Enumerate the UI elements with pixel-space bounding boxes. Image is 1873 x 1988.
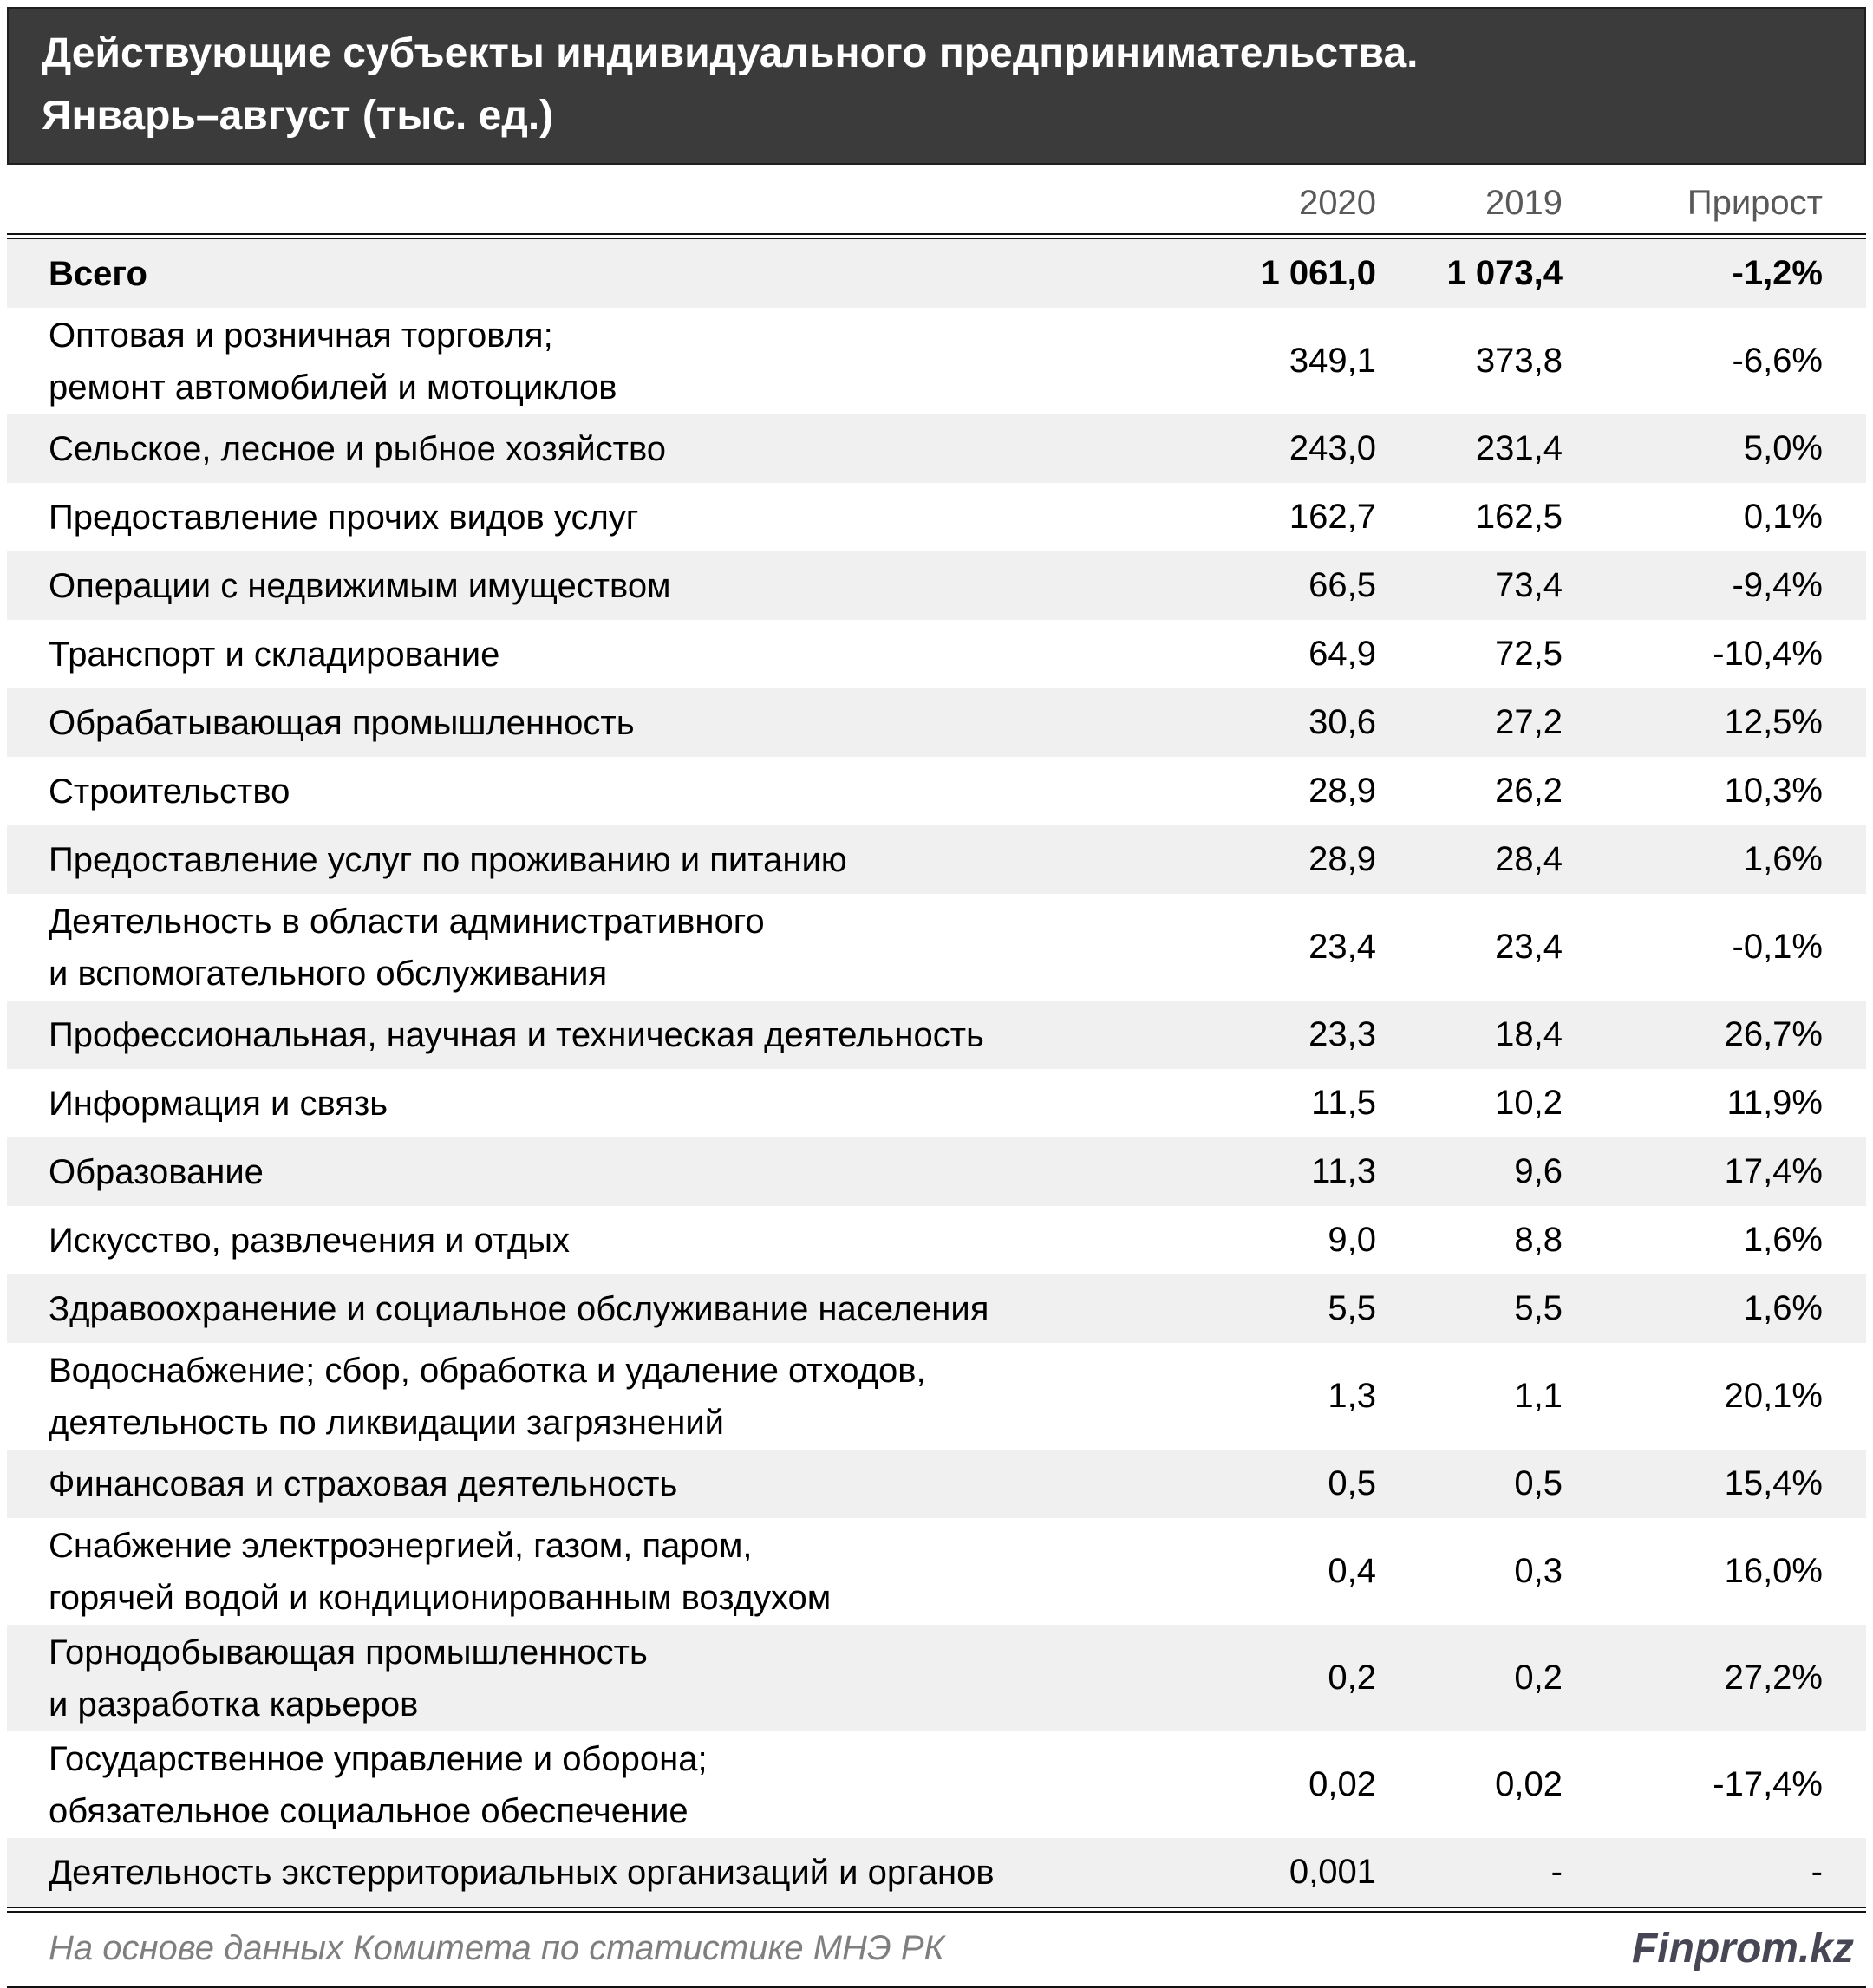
footer: [7, 1907, 1866, 1988]
value-2019: 26,2: [1495, 772, 1563, 810]
value-2019: 0,5: [1514, 1464, 1563, 1502]
row-label-line1: Государственное управление и оборона;: [49, 1739, 708, 1778]
table-row: [7, 1518, 1866, 1625]
value-2020: 30,6: [1308, 703, 1376, 741]
value-growth: 1,6%: [1743, 840, 1823, 878]
value-2019: -: [1550, 1853, 1563, 1891]
value-2019: 10,2: [1495, 1084, 1563, 1122]
row-label-line1: Операции с недвижимым имуществом: [49, 566, 671, 605]
value-2019: 28,4: [1495, 840, 1563, 878]
row-label: [49, 1847, 1133, 1899]
value-growth: 20,1%: [1724, 1377, 1823, 1415]
row-label: [49, 1009, 1133, 1061]
value-2020: 23,3: [1308, 1015, 1376, 1053]
value-growth: -1,2%: [1732, 254, 1823, 292]
row-label-line1: Искусство, развлечения и отдых: [49, 1221, 571, 1260]
table-body: [7, 239, 1866, 1907]
value-2019: 1 073,4: [1446, 254, 1563, 292]
row-label: [49, 560, 1133, 612]
table-row: [7, 1625, 1866, 1731]
row-label: [49, 896, 1133, 1000]
value-growth: 17,4%: [1724, 1152, 1823, 1190]
table-row: [7, 1731, 1866, 1838]
value-2020: 28,9: [1308, 772, 1376, 810]
row-label-line1: Строительство: [49, 772, 290, 811]
table-row: [7, 1450, 1866, 1518]
value-2019: 1,1: [1514, 1377, 1563, 1415]
table-row: [7, 825, 1866, 894]
row-label: [49, 492, 1133, 544]
row-label-line2: и разработка карьеров: [49, 1685, 419, 1724]
value-2019: 8,8: [1514, 1221, 1563, 1259]
value-2020: 11,5: [1311, 1084, 1376, 1122]
column-header-2019: 2019: [1485, 184, 1563, 222]
row-label-line2: обязательное социальное обеспечение: [49, 1791, 689, 1830]
table-row: [7, 414, 1866, 483]
value-2020: 1,3: [1328, 1377, 1376, 1415]
value-2019: 231,4: [1475, 429, 1563, 467]
value-growth: -: [1811, 1853, 1823, 1891]
table-row: [7, 688, 1866, 757]
row-label-line1: Оптовая и розничная торговля;: [49, 316, 553, 355]
row-label-line1: Транспорт и складирование: [49, 635, 500, 674]
value-growth: -9,4%: [1732, 566, 1823, 604]
row-label-line1: Деятельность экстерриториальных организаций и органов: [49, 1853, 995, 1892]
table-row: [7, 308, 1866, 414]
value-2020: 0,2: [1328, 1659, 1376, 1697]
table-row: [7, 1343, 1866, 1450]
value-2019: 162,5: [1475, 498, 1563, 536]
title-bar: [7, 7, 1866, 165]
row-label: [49, 1345, 1133, 1449]
row-label-line2: горячей водой и кондиционированным воздухом: [49, 1578, 832, 1617]
table-row: [7, 1001, 1866, 1069]
value-growth: -0,1%: [1732, 928, 1823, 966]
row-label: [49, 423, 1133, 475]
row-label: [49, 1146, 1133, 1198]
value-2020: 1 061,0: [1260, 254, 1376, 292]
row-label-line1: Деятельность в области административного: [49, 902, 765, 941]
row-label-line1: Здравоохранение и социальное обслуживание населения: [49, 1289, 989, 1328]
row-label: [49, 766, 1133, 818]
table-row: [7, 757, 1866, 825]
value-2019: 5,5: [1514, 1289, 1563, 1327]
value-growth: 0,1%: [1743, 498, 1823, 536]
row-label: [49, 834, 1133, 886]
row-label-line1: Горнодобывающая промышленность: [49, 1633, 648, 1672]
row-label: [49, 310, 1133, 414]
value-2019: 9,6: [1514, 1152, 1563, 1190]
value-2020: 162,7: [1289, 498, 1376, 536]
value-2020: 0,4: [1328, 1552, 1376, 1590]
row-label-line1: Водоснабжение; сбор, обработка и удаление отходов,: [49, 1351, 926, 1390]
row-label: [49, 697, 1133, 749]
value-2019: 373,8: [1475, 342, 1563, 380]
row-label-line2: деятельность по ликвидации загрязнений: [49, 1403, 725, 1442]
value-2019: 23,4: [1495, 928, 1563, 966]
value-growth: 11,9%: [1726, 1084, 1823, 1122]
brand-logo: Finprom.kz: [1631, 1926, 1854, 1972]
value-2019: 0,2: [1514, 1659, 1563, 1697]
row-label-line1: Сельское, лесное и рыбное хозяйство: [49, 429, 667, 468]
row-label-line1: Всего: [49, 254, 147, 293]
value-growth: 27,2%: [1724, 1659, 1823, 1697]
value-growth: -6,6%: [1732, 342, 1823, 380]
value-2019: 0,3: [1514, 1552, 1563, 1590]
value-2020: 64,9: [1308, 635, 1376, 673]
table-row: [7, 1274, 1866, 1343]
row-label-line1: Снабжение электроэнергией, газом, паром,: [49, 1526, 753, 1565]
value-2019: 72,5: [1495, 635, 1563, 673]
value-2019: 73,4: [1495, 566, 1563, 604]
row-label: [49, 1626, 1133, 1731]
table-row: [7, 483, 1866, 551]
row-label: [49, 1283, 1133, 1335]
value-2020: 28,9: [1308, 840, 1376, 878]
row-label: [49, 1078, 1133, 1130]
value-2020: 0,5: [1328, 1464, 1376, 1502]
value-growth: 1,6%: [1743, 1289, 1823, 1327]
column-header-2020: 2020: [1299, 184, 1376, 222]
value-2020: 349,1: [1289, 342, 1376, 380]
value-growth: -17,4%: [1713, 1765, 1823, 1803]
table-row: [7, 1838, 1866, 1907]
row-label-line1: Финансовая и страховая деятельность: [49, 1464, 678, 1503]
value-2020: 5,5: [1328, 1289, 1376, 1327]
row-label-line1: Предоставление услуг по проживанию и питанию: [49, 840, 847, 879]
value-2020: 0,02: [1308, 1765, 1376, 1803]
table-row: [7, 1069, 1866, 1137]
value-2020: 9,0: [1328, 1221, 1376, 1259]
table-row: [7, 239, 1866, 308]
source-note: На основе данных Комитета по статистике МНЭ РК: [49, 1929, 945, 1967]
row-label-line2: и вспомогательного обслуживания: [49, 954, 608, 993]
value-2020: 66,5: [1308, 566, 1376, 604]
row-label: [49, 1215, 1133, 1267]
row-label: [49, 1520, 1133, 1624]
value-2020: 243,0: [1289, 429, 1376, 467]
value-growth: 15,4%: [1724, 1464, 1823, 1502]
value-2019: 18,4: [1495, 1015, 1563, 1053]
row-label-line1: Профессиональная, научная и техническая деятельность: [49, 1015, 984, 1054]
value-growth: 10,3%: [1724, 772, 1823, 810]
row-label-line1: Предоставление прочих видов услуг: [49, 498, 639, 537]
row-label-line2: ремонт автомобилей и мотоциклов: [49, 368, 617, 407]
value-growth: 26,7%: [1724, 1015, 1823, 1053]
value-2020: 23,4: [1308, 928, 1376, 966]
row-label: [49, 248, 1133, 300]
value-growth: 16,0%: [1724, 1552, 1823, 1590]
table-header-row: [7, 165, 1866, 239]
row-label: [49, 1458, 1133, 1510]
value-2019: 27,2: [1495, 703, 1563, 741]
table-row: [7, 1206, 1866, 1274]
row-label: [49, 629, 1133, 681]
column-header-growth: Прирост: [1687, 184, 1823, 222]
value-growth: 5,0%: [1743, 429, 1823, 467]
value-2020: 0,001: [1289, 1853, 1376, 1891]
row-label-line1: Информация и связь: [49, 1084, 388, 1123]
table-row: [7, 1137, 1866, 1206]
row-label: [49, 1733, 1133, 1837]
value-growth: 1,6%: [1743, 1221, 1823, 1259]
row-label-line1: Образование: [49, 1152, 264, 1191]
value-2019: 0,02: [1495, 1765, 1563, 1803]
table-row: [7, 894, 1866, 1001]
page-title-line1: Действующие субъекты индивидуального предпринимательства.: [42, 30, 1419, 76]
row-label-line1: Обрабатывающая промышленность: [49, 703, 635, 742]
table-row: [7, 620, 1866, 688]
page-title-line2: Январь–август (тыс. ед.): [42, 93, 554, 139]
value-2020: 11,3: [1311, 1152, 1376, 1190]
value-growth: 12,5%: [1724, 703, 1823, 741]
table-row: [7, 551, 1866, 620]
value-growth: -10,4%: [1713, 635, 1823, 673]
